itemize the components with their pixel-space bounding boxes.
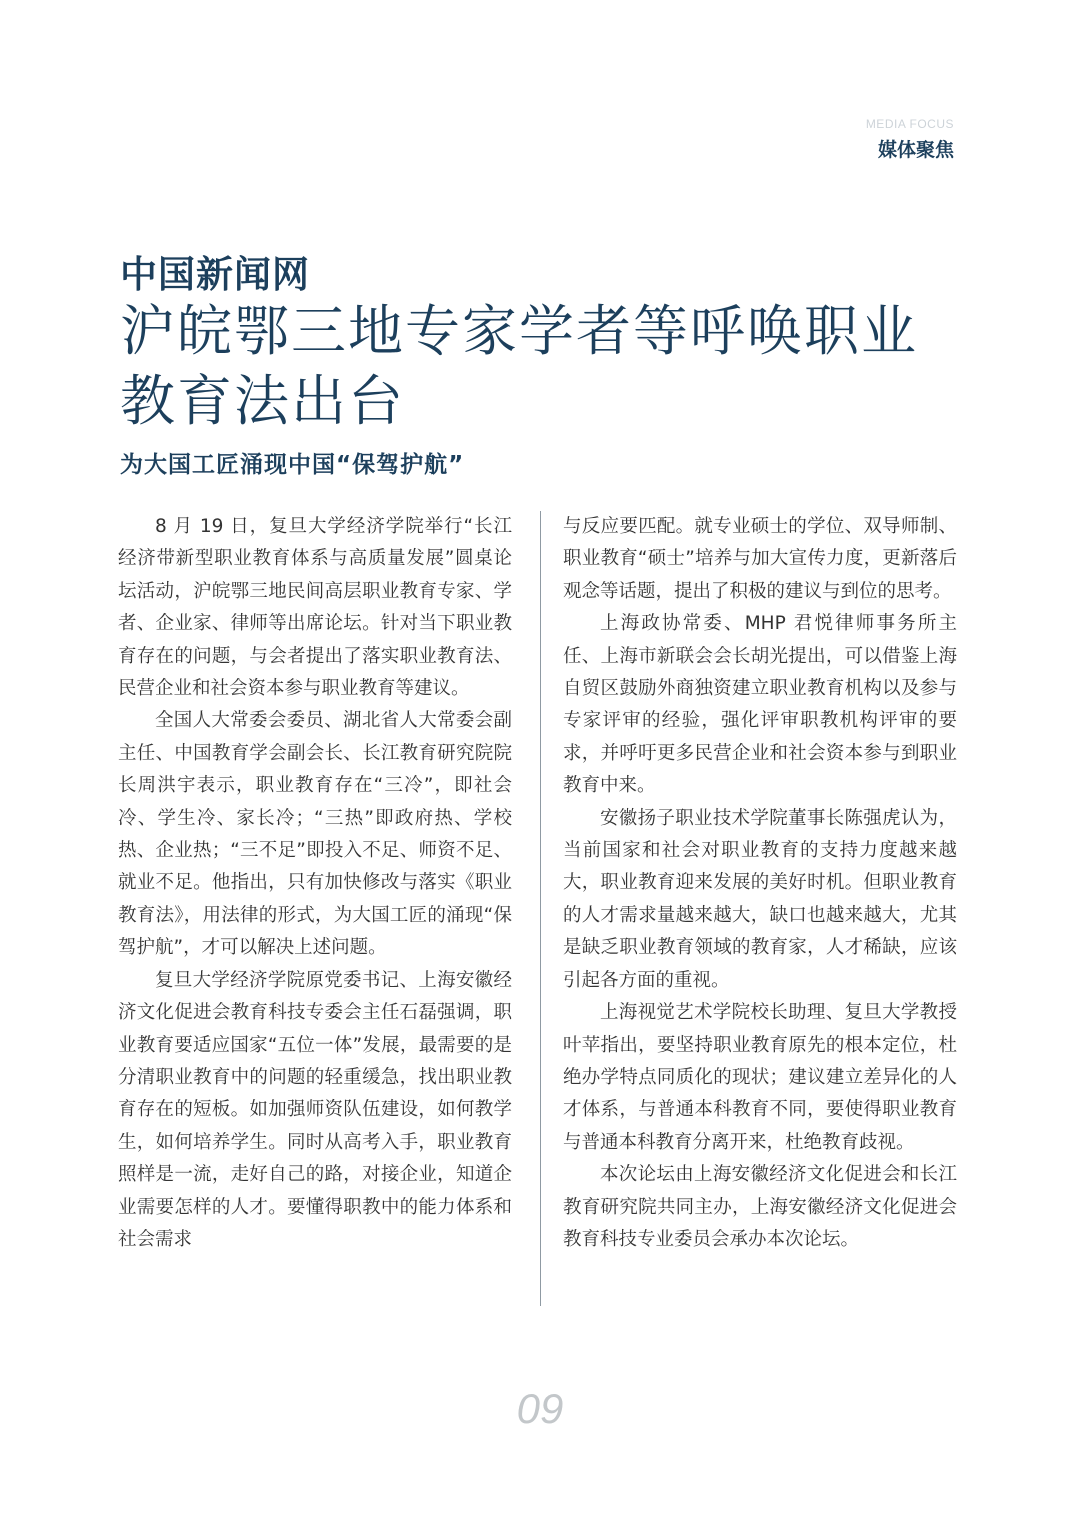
news-source: 中国新闻网: [120, 253, 310, 296]
article-column-left: [118, 511, 512, 1256]
article-subtitle: 为大国工匠涌现中国“保驾护航”: [120, 452, 465, 478]
paragraph: 复旦大学经济学院原党委书记、上海安徽经济文化促进会教育科技专委会主任石磊强调，职业教育要适应国家“五位一体”发展，最需要的是分清职业教育中的问题的轻重缓急，找出职业教育存在的短板。如加强师资队伍建设，如何教学生，如何培养学生。同时从高考入手，职业教育照样是一流，走好自己的路，对接企业，知道企业需要怎样的人才。要懂得职教中的能力体系和社会需求: [118, 969, 512, 1250]
paragraph: 8 月 19 日，复旦大学经济学院举行“长江经济带新型职业教育体系与高质量发展”圆桌论坛活动，沪皖鄂三地民间高层职业教育专家、学者、企业家、律师等出席论坛。针对当下职业教育存在的问题，与会者提出了落实职业教育法、民营企业和社会资本参与职业教育等建议。: [118, 516, 512, 700]
column-divider: [540, 511, 541, 1306]
paragraph: 上海视觉艺术学院校长助理、复旦大学教授叶苹指出，要坚持职业教育原先的根本定位，杜绝办学特点同质化的现状；建议建立差异化的人才体系，与普通本科教育不同，要使得职业教育与普通本科教育分离开来，杜绝教育歧视。: [563, 1002, 957, 1153]
article-column-right: [563, 511, 957, 1256]
article-headline: 沪皖鄂三地专家学者等呼唤职业教育法出台: [120, 299, 919, 433]
section-label-en: MEDIA FOCUS: [865, 117, 954, 131]
page-number: 09: [516, 1385, 564, 1432]
paragraph: 上海政协常委、MHP 君悦律师事务所主任、上海市新联会会长胡光提出，可以借鉴上海自贸区鼓励外商独资建立职业教育机构以及参与专家评审的经验，强化评审职教机构评审的要求，并呼吁更多民营企业和社会资本参与到职业教育中来。: [563, 613, 957, 797]
paragraph: 本次论坛由上海安徽经济文化促进会和长江教育研究院共同主办，上海安徽经济文化促进会教育科技专业委员会承办本次论坛。: [563, 1164, 957, 1250]
paragraph: 全国人大常委会委员、湖北省人大常委会副主任、中国教育学会副会长、长江教育研究院院长周洪宇表示，职业教育存在“三冷”，即社会冷、学生冷、家长冷；“三热”即政府热、学校热、企业热；“三不足”即投入不足、师资不足、就业不足。他指出，只有加快修改与落实《职业教育法》，用法律的形式，为大国工匠的涌现“保驾护航”，才可以解决上述问题。: [118, 710, 512, 959]
paragraph: 安徽扬子职业技术学院董事长陈强虎认为，当前国家和社会对职业教育的支持力度越来越大，职业教育迎来发展的美好时机。但职业教育的人才需求量越来越大，缺口也越来越大，尤其是缺乏职业教育领域的教育家，人才稀缺，应该引起各方面的重视。: [563, 807, 957, 991]
section-label-cn: 媒体聚焦: [877, 139, 954, 161]
paragraph-continuation: 与反应要匹配。就专业硕士的学位、双导师制、职业教育“硕士”培养与加大宣传力度，更新落后观念等话题，提出了积极的建议与到位的思考。: [563, 516, 957, 602]
